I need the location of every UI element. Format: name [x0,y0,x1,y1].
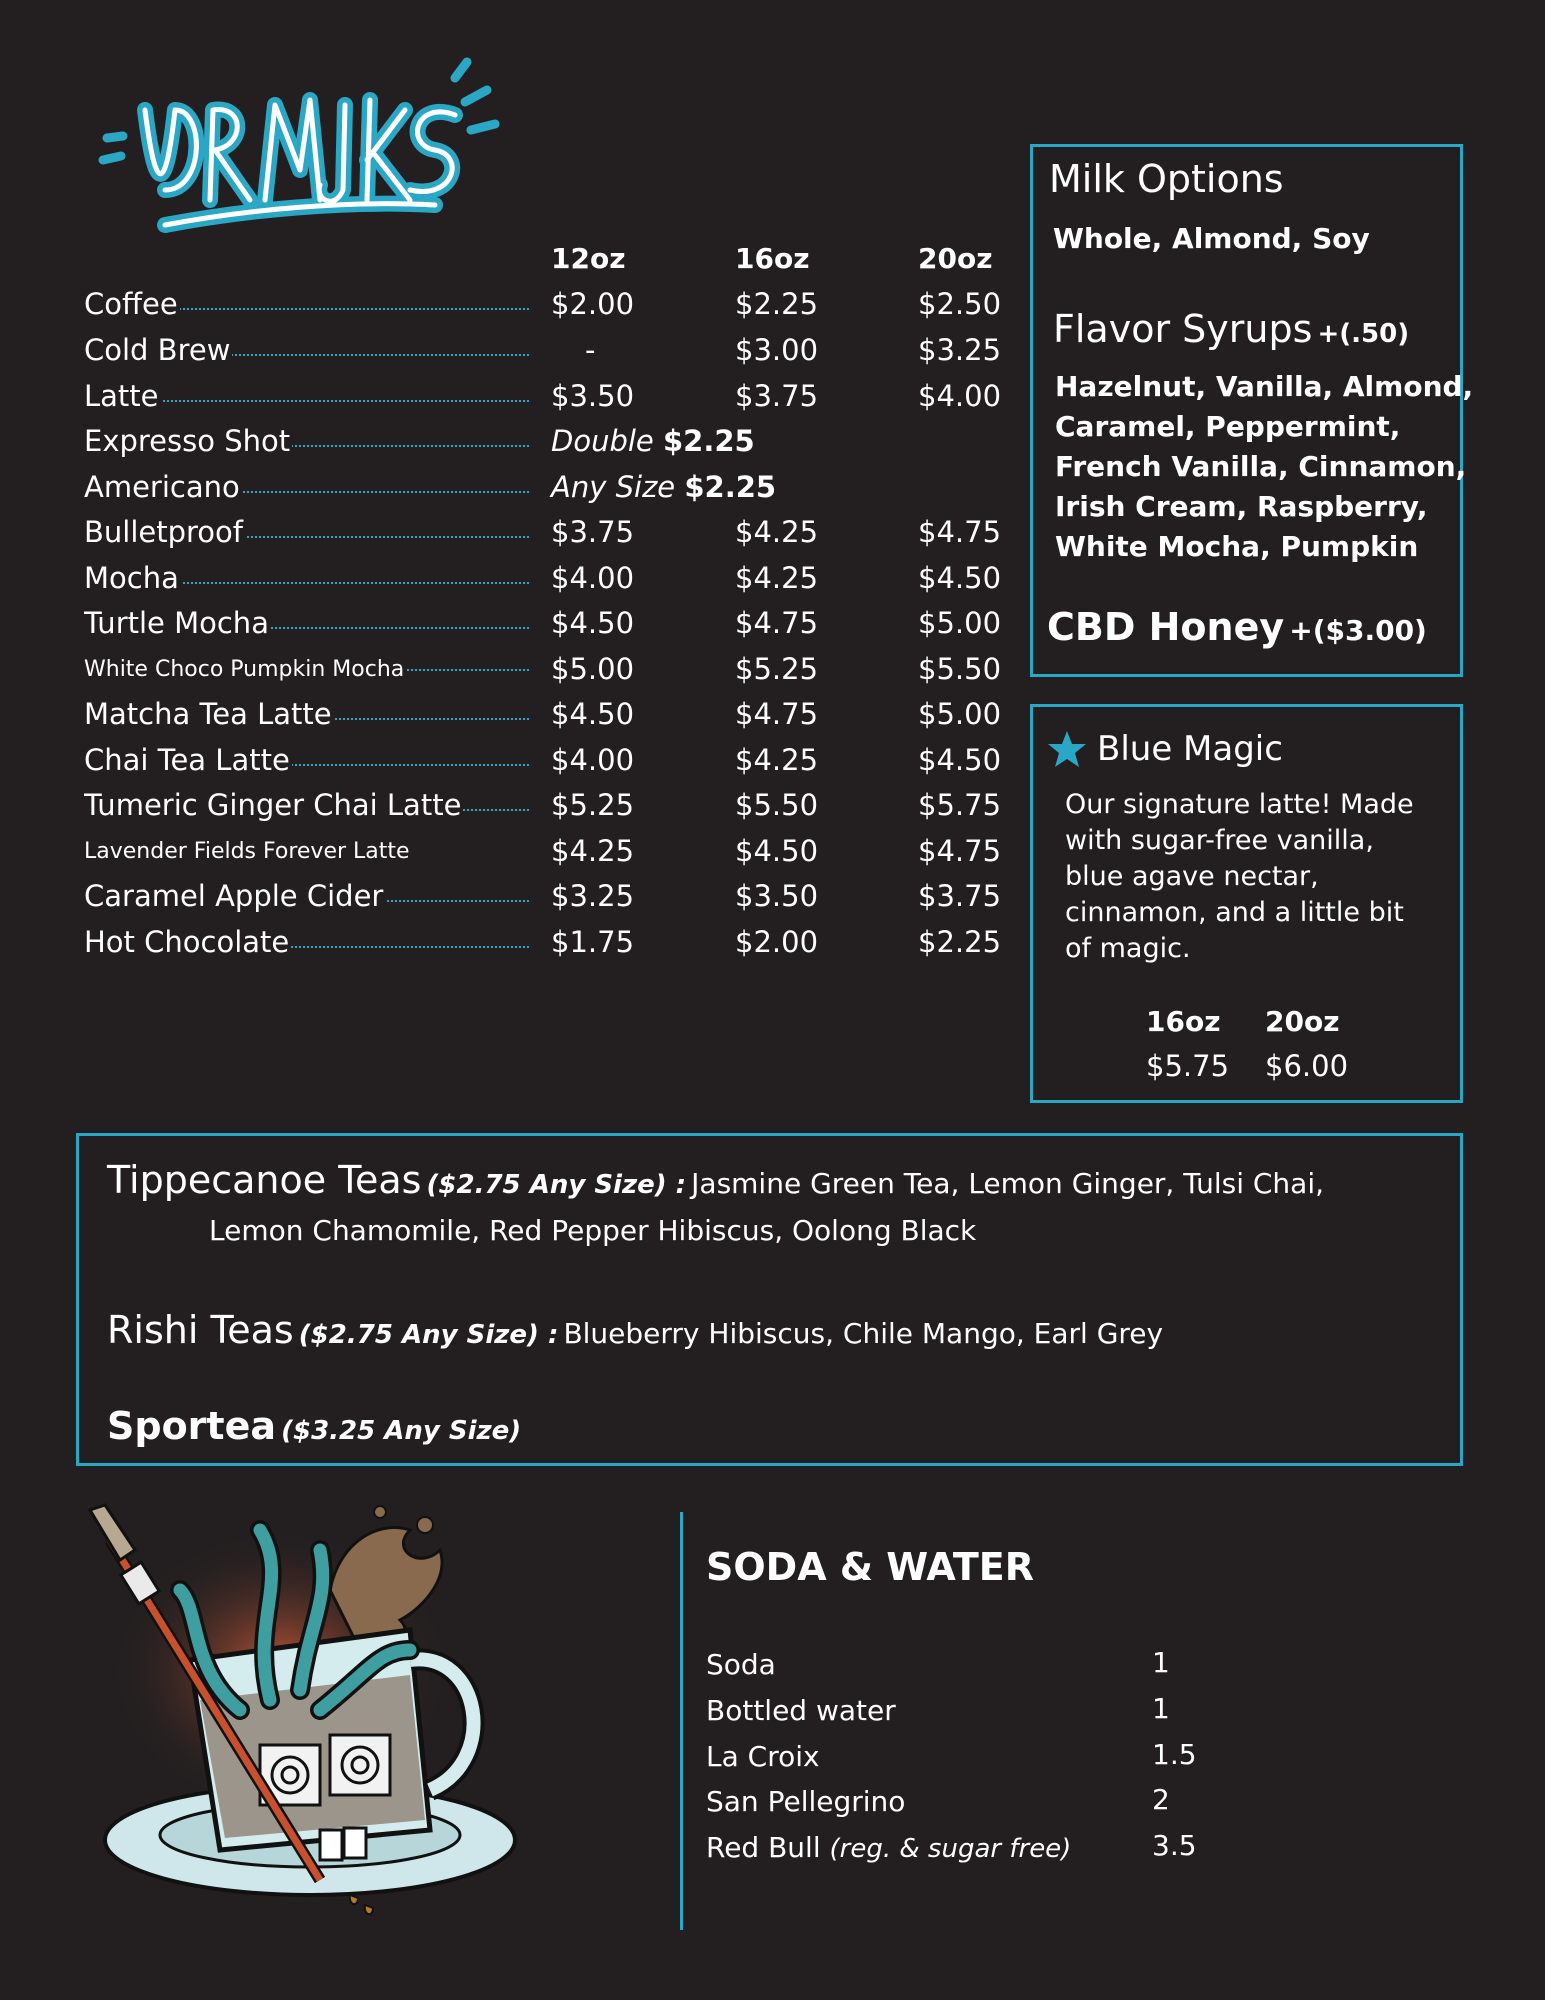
cbd-honey-heading [1047,605,1427,649]
soda-item-price: 1 [1152,1646,1170,1679]
drink-name: Coffee [84,287,178,321]
price-20oz: $2.50 [918,287,1002,321]
drinks-graffiti-logo-icon [95,50,515,260]
price-16oz: $3.50 [735,879,819,913]
soda-item-name: Soda [706,1648,776,1681]
price-16oz: $2.25 [735,287,819,321]
price-12oz: $4.50 [551,606,635,640]
sportea-title: Sportea [107,1404,276,1448]
soda-item-price: 1 [1152,1692,1170,1725]
price-16oz: $4.25 [735,515,819,549]
teas-panel [76,1133,1463,1466]
milk-options-list: Whole, Almond, Soy [1053,222,1370,255]
drink-row [84,287,1004,327]
blue-magic-size-16oz: 16oz [1146,1005,1221,1038]
price-20oz: $3.25 [918,333,1002,367]
soda-item-price: 2 [1152,1783,1170,1816]
price-16oz: $3.00 [735,333,819,367]
size-header-20oz: 20oz [918,242,993,275]
cbd-honey-price: +($3.00) [1289,614,1427,647]
soda-item-redbull [706,1831,1071,1864]
price-12oz: $2.00 [551,287,635,321]
drink-name: Tumeric Ginger Chai Latte [84,788,462,822]
special-price [551,470,776,504]
drink-name: Cold Brew [84,333,231,367]
drink-row [84,925,1004,965]
tippecanoe-list-line1: Jasmine Green Tea, Lemon Ginger, Tulsi Chai, [691,1167,1325,1200]
price-16oz: $3.75 [735,379,819,413]
price-20oz: $4.50 [918,743,1002,777]
drink-name: Matcha Tea Latte [84,697,332,731]
price-12oz: $4.25 [551,834,635,868]
cbd-honey-title: CBD Honey [1047,605,1285,649]
price-16oz: $2.00 [735,925,819,959]
description-line: Our signature latte! Made [1065,789,1414,820]
drink-name: Mocha [84,561,179,595]
drink-row [84,606,1004,646]
soda-item-price: 1.5 [1152,1738,1197,1771]
syrup-line: Caramel, Peppermint, [1055,410,1401,443]
drink-name: Expresso Shot [84,424,291,458]
price-12oz: $3.50 [551,379,635,413]
price-20oz: $5.50 [918,652,1002,686]
star-icon [1047,729,1087,769]
syrup-line: White Mocha, Pumpkin [1055,530,1419,563]
drink-name: Chai Tea Latte [84,743,290,777]
size-header-16oz: 16oz [735,242,810,275]
syrup-line: French Vanilla, Cinnamon, [1055,450,1467,483]
blue-magic-title: Blue Magic [1097,729,1283,769]
price-12oz: $5.00 [551,652,635,686]
blue-magic-description [1065,787,1414,967]
price-12oz: $3.75 [551,515,635,549]
drink-name: Bulletproof [84,515,243,549]
tippecanoe-list-line2: Lemon Chamomile, Red Pepper Hibiscus, Oolong Black [209,1214,977,1247]
drink-name: White Choco Pumpkin Mocha [84,657,405,682]
special-amount: $2.25 [662,424,755,458]
blue-magic-size-20oz: 20oz [1265,1005,1340,1038]
drink-row [84,879,1004,919]
flavor-syrups-heading [1053,307,1409,351]
soda-item-price: 3.5 [1152,1829,1197,1862]
tippecanoe-teas [107,1158,1324,1202]
tentacle-mug-illustration-icon [80,1500,540,1920]
drink-row [84,333,1004,373]
description-line: cinnamon, and a little bit [1065,897,1404,928]
drink-name: Turtle Mocha [84,606,269,640]
price-20oz: $5.00 [918,697,1002,731]
rishi-list: Blueberry Hibiscus, Chile Mango, Earl Grey [563,1317,1164,1350]
tippecanoe-price: ($2.75 Any Size) : [426,1170,687,1200]
drink-name: Latte [84,379,159,413]
price-20oz: $5.00 [918,606,1002,640]
price-20oz: $5.75 [918,788,1002,822]
drink-row [84,379,1004,419]
price-16oz: $4.25 [735,561,819,595]
description-line: of magic. [1065,933,1191,964]
price-12oz: $4.00 [551,561,635,595]
price-16oz: $4.25 [735,743,819,777]
price-12oz: $4.50 [551,697,635,731]
drink-name: Americano [84,470,240,504]
price-16oz: $4.75 [735,606,819,640]
price-20oz: $4.00 [918,379,1002,413]
rishi-teas [107,1308,1163,1352]
soda-item-name: Red Bull [706,1831,821,1864]
special-price [551,424,755,458]
flavor-syrups-price: +(.50) [1317,319,1410,349]
milk-options-title: Milk Options [1049,157,1284,201]
blue-magic-price-20oz: $6.00 [1265,1049,1349,1083]
drink-row [84,788,1004,828]
section-divider [680,1512,683,1930]
special-amount: $2.25 [684,470,777,504]
syrup-line: Hazelnut, Vanilla, Almond, [1055,370,1474,403]
drink-row [84,652,1004,692]
drink-row [84,743,1004,783]
drink-row [84,424,1004,464]
drink-name: Hot Chocolate [84,925,290,959]
flavor-syrups-title: Flavor Syrups [1053,307,1313,351]
soda-item-name: San Pellegrino [706,1785,906,1818]
price-20oz: $4.50 [918,561,1002,595]
soda-item-name: La Croix [706,1740,820,1773]
price-12oz: $4.00 [551,743,635,777]
price-16oz: $4.50 [735,834,819,868]
blue-magic-price-16oz: $5.75 [1146,1049,1230,1083]
drink-row [84,561,1004,601]
price-12oz: $3.25 [551,879,635,913]
drink-row [84,515,1004,555]
size-header-12oz: 12oz [551,242,626,275]
price-20oz: $2.25 [918,925,1002,959]
sportea-price: ($3.25 Any Size) [281,1416,522,1446]
drink-name: Caramel Apple Cider [84,879,384,913]
soda-water-title: SODA & WATER [706,1545,1035,1589]
soda-item-name: Bottled water [706,1694,896,1727]
price-20oz: $3.75 [918,879,1002,913]
tentacle-mug-illustration [80,1500,540,1924]
price-16oz: $5.50 [735,788,819,822]
soda-item-note: (reg. & sugar free) [829,1834,1072,1864]
price-12oz: $5.25 [551,788,635,822]
blue-magic-panel [1030,704,1463,1103]
options-panel [1030,144,1474,677]
drink-row [84,470,1004,510]
special-label: Double [551,424,654,458]
soda-list [706,1648,1266,1878]
price-16oz: $5.25 [735,652,819,686]
rishi-title: Rishi Teas [107,1308,294,1352]
special-label: Any Size [551,470,676,504]
price-12oz: $1.75 [551,925,635,959]
price-20oz: $4.75 [918,834,1002,868]
drinks-logo [95,50,515,264]
syrup-line: Irish Cream, Raspberry, [1055,490,1428,523]
flavor-syrups-list [1055,367,1473,567]
tippecanoe-title: Tippecanoe Teas [107,1158,422,1202]
rishi-price: ($2.75 Any Size) : [298,1320,559,1350]
drink-row [84,834,1004,874]
sportea [107,1404,521,1448]
drink-row [84,697,1004,737]
price-12oz: - [585,333,596,367]
price-16oz: $4.75 [735,697,819,731]
description-line: with sugar-free vanilla, [1065,825,1374,856]
description-line: blue agave nectar, [1065,861,1319,892]
drink-name: Lavender Fields Forever Latte [84,839,410,864]
price-20oz: $4.75 [918,515,1002,549]
